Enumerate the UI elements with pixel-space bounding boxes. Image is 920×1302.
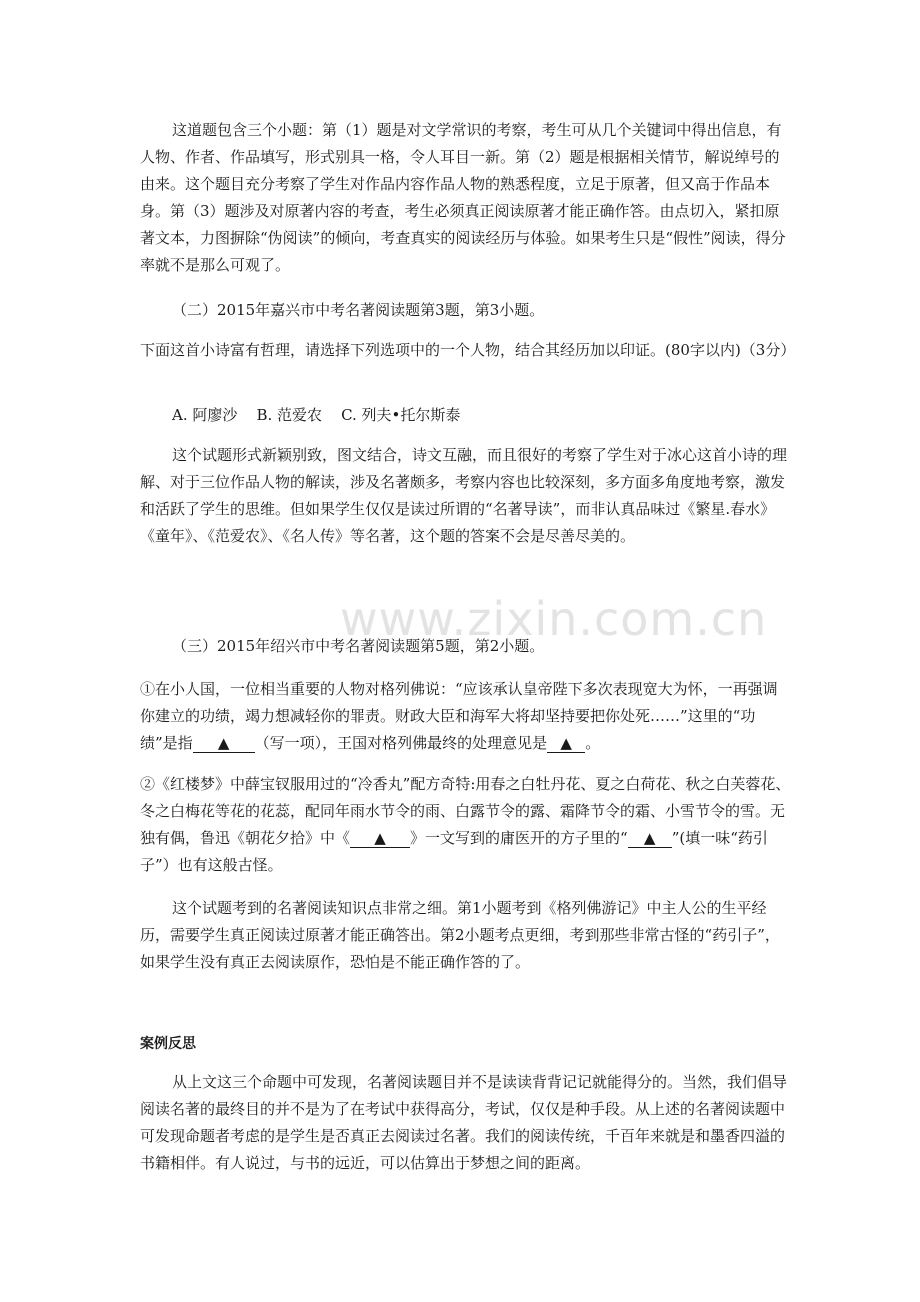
analysis-paragraph-3: 这个试题考到的名著阅读知识点非常之细。第1小题考到《格列佛游记》中主人公的生平经历，需要学生真正阅读过原著才能正确答出。第2小题考点更细，考到那些非常古怪的“药引子”，如果学生没有真正去阅读原作，恐怕是不能正确作答的了。 xyxy=(140,899,780,971)
section-2-options: A. 阿廖沙 B. 范爱农 C. 列夫•托尔斯泰 xyxy=(172,406,461,424)
watermark: www.zixin.com.cn xyxy=(340,592,768,646)
section-heading: 案例反思 xyxy=(140,1036,196,1052)
answer-blank: ▲ xyxy=(547,734,585,753)
answer-blank: ▲ xyxy=(193,734,255,753)
question-2-middle: 》一文写到的庸医开的方子里的“ xyxy=(410,829,628,847)
question-1-middle: （写一项），王国对格列佛最终的处理意见是 xyxy=(254,734,548,752)
question-2-end: ”(填一味“药引子”）也有这般古怪。 xyxy=(140,829,768,874)
question-1-end: 。 xyxy=(585,734,601,752)
question-2 xyxy=(140,771,792,879)
section-2-title: （二）2015年嘉兴市中考名著阅读题第3题，第3小题。 xyxy=(172,301,545,319)
analysis-paragraph-2: 这个试题形式新颖别致，图文结合，诗文互融，而且很好的考察了学生对于冰心这首小诗的理解、对于三位作品人物的解读，涉及名著颇多，考察内容也比较深刻，多方面多角度地考察，激发和活跃了学生的思维。但如果学生仅仅是读过所谓的“名著导读”，而非认真品味过《繁星.春水》《童年》、《范爱农》、《名人传》等名著，这个题的答案不会是尽善尽美的。 xyxy=(140,446,788,545)
answer-blank: ▲ xyxy=(628,829,672,848)
section-3-title: （三）2015年绍兴市中考名著阅读题第5题，第2小题。 xyxy=(172,637,545,655)
question-1 xyxy=(140,676,792,757)
section-2-question: 下面这首小诗富有哲理，请选择下列选项中的一个人物，结合其经历加以印证。(80字以内)（3分） xyxy=(140,341,796,359)
question-1-text: ①在小人国，一位相当重要的人物对格列佛说：“应该承认皇帝陛下多次表现宽大为怀，一再强调你建立的功绩，竭力想减轻你的罪责。财政大臣和海军大将却坚持要把你处死……”这里的“功绩”是指 xyxy=(140,680,778,752)
question-2-text: ②《红楼梦》中薛宝钗服用过的“冷香丸”配方奇特:用春之白牡丹花、夏之白荷花、秋之白芙蓉花、冬之白梅花等花的花蕊，配同年雨水节令的雨、白露节令的露、霜降节令的霜、小雪节令的雪。无独有偶，鲁迅《朝花夕拾》中《 xyxy=(140,775,791,847)
analysis-paragraph-1: 这道题包含三个小题：第（1）题是对文学常识的考察，考生可从几个关键词中得出信息，有人物、作者、作品填写，形式别具一格，令人耳目一新。第（2）题是根据相关情节，解说绰号的由来。这个题目充分考察了学生对作品内容作品人物的熟悉程度，立足于原著，但又高于作品本身。第（3）题涉及对原著内容的考查，考生必须真正阅读原著才能正确作答。由点切入，紧扣原著文本，力图摒除“伪阅读”的倾向，考查真实的阅读经历与体验。如果考生只是“假性”阅读，得分率就不是那么可观了。 xyxy=(140,121,786,274)
answer-blank: ▲ xyxy=(350,829,410,848)
reflection-paragraph: 从上文这三个命题中可发现，名著阅读题目并不是读读背背记记就能得分的。当然，我们倡导阅读名著的最终目的并不是为了在考试中获得高分，考试，仅仅是种手段。从上述的名著阅读题中可发现命题者考虑的是学生是否真正去阅读过名著。我们的阅读传统，千百年来就是和墨香四溢的书籍相伴。有人说过，与书的远近，可以估算出于梦想之间的距离。 xyxy=(140,1073,788,1172)
